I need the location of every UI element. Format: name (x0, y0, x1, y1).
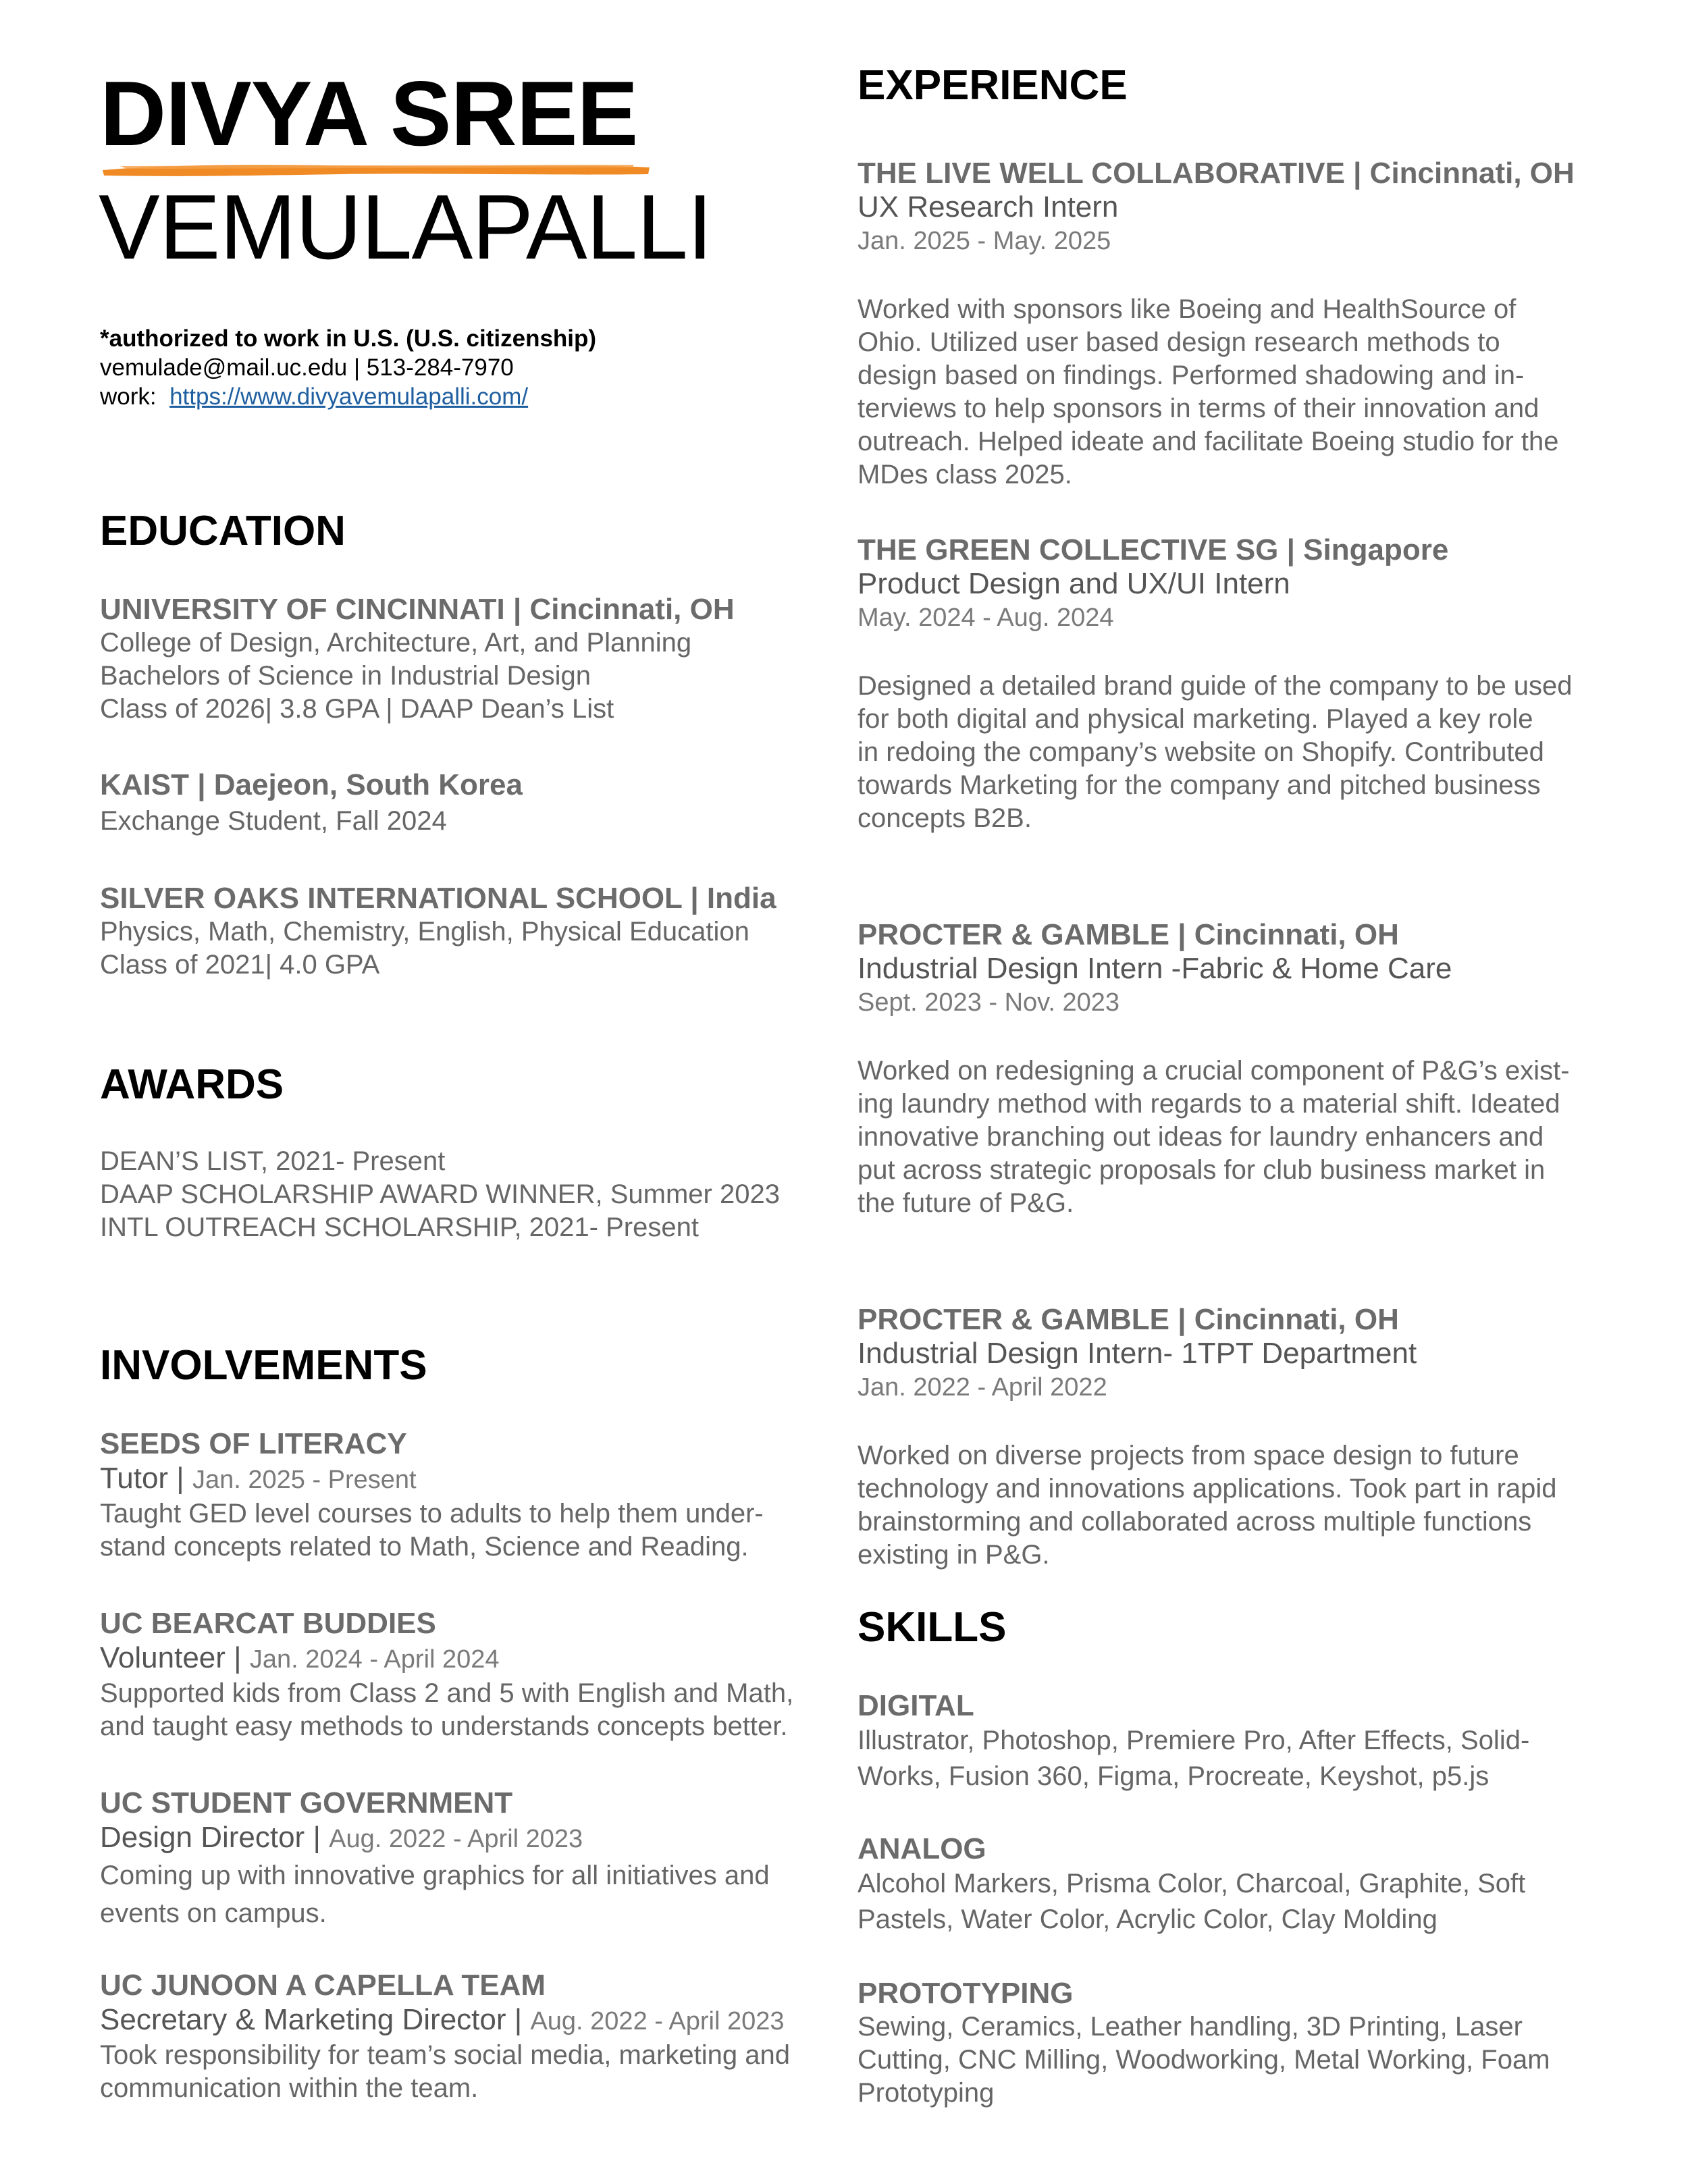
involvement-role: Design Director (100, 1821, 305, 1854)
skill-group (858, 1689, 1614, 1794)
email-phone: vemulade@mail.uc.edu | 513-284-7970 (100, 354, 514, 381)
skill-group-name: PROTOTYPING (858, 1977, 1074, 2010)
experience-org: THE LIVE WELL COLLABORATIVE | Cincinnati, OH (858, 157, 1575, 190)
award-item: DEAN’S LIST, 2021- Present (100, 1146, 446, 1176)
experience-line: Worked on redesigning a crucial component of P&G’s exist- (858, 1056, 1570, 1086)
experience-line: MDes class 2025. (858, 460, 1072, 489)
awards-heading: AWARDS (100, 1061, 284, 1108)
education-line: Physics, Math, Chemistry, English, Physical Education (100, 917, 749, 947)
experience-dates: Jan. 2022 - April 2022 (858, 1373, 1107, 1402)
skill-line: Cutting, CNC Milling, Woodworking, Metal Working, Foam (858, 2045, 1550, 2075)
experience-line: in redoing the company’s website on Shopify. Contributed (858, 737, 1544, 767)
involvement-line: communication within the team. (100, 2073, 479, 2103)
experience-line: Designed a detailed brand guide of the company to be used (858, 671, 1573, 701)
experience-line: the future of P&G. (858, 1188, 1074, 1218)
skill-group (858, 1977, 1614, 2110)
portfolio-link[interactable]: https://www.divyavemulapalli.com/ (169, 383, 529, 410)
experience-line: Worked with sponsors like Boeing and HealthSource of (858, 294, 1516, 324)
education-line: Bachelors of Science in Industrial Design (100, 661, 591, 691)
education-entry (100, 593, 829, 726)
involvement-dates: Jan. 2024 - April 2024 (249, 1645, 500, 1674)
involvement-dates: Aug. 2022 - April 2023 (329, 1825, 583, 1853)
experience-line: existing in P&G. (858, 1540, 1050, 1570)
awards-list (100, 1145, 829, 1244)
education-entry (100, 768, 829, 840)
experience-entry (858, 157, 1614, 491)
involvement-entry (100, 1969, 829, 2105)
skill-line: Alcohol Markers, Prisma Color, Charcoal, Graphite, Soft (858, 1869, 1526, 1898)
involvement-role-line (100, 2002, 829, 2039)
experience-line: design based on findings. Performed shadowing and in- (858, 361, 1525, 390)
experience-role: UX Research Intern (858, 190, 1119, 223)
involvement-line: Took responsibility for team’s social media, marketing and (100, 2040, 790, 2070)
education-heading: EDUCATION (100, 508, 346, 554)
skill-group-name: DIGITAL (858, 1689, 974, 1722)
award-item: DAAP SCHOLARSHIP AWARD WINNER, Summer 2023 (100, 1179, 780, 1209)
experience-dates: May. 2024 - Aug. 2024 (858, 604, 1114, 632)
education-line: Class of 2026| 3.8 GPA | DAAP Dean’s List (100, 694, 614, 724)
involvement-line: stand concepts related to Math, Science and Reading. (100, 1532, 749, 1562)
education-entry (100, 882, 829, 982)
involvement-role-line (100, 1820, 829, 1857)
experience-line: outreach. Helped ideate and facilitate Boeing studio for the (858, 427, 1559, 456)
separator: | (514, 2003, 523, 2036)
skill-line: Works, Fusion 360, Figma, Procreate, Keyshot, p5.js (858, 1761, 1489, 1791)
involvement-role-line (100, 1461, 829, 1497)
experience-entry (858, 918, 1614, 1220)
involvement-org: UC JUNOON A CAPELLA TEAM (100, 1969, 546, 2002)
experience-org: PROCTER & GAMBLE | Cincinnati, OH (858, 918, 1399, 951)
involvement-org: UC STUDENT GOVERNMENT (100, 1786, 513, 1819)
last-name: VEMULAPALLI (99, 176, 712, 278)
involvement-role: Volunteer (100, 1641, 226, 1674)
experience-line: for both digital and physical marketing. Played a key role (858, 704, 1533, 734)
skill-group (858, 1832, 1614, 1938)
award-item: INTL OUTREACH SCHOLARSHIP, 2021- Present (100, 1213, 699, 1242)
experience-line: terviews to help sponsors in terms of their innovation and (858, 394, 1539, 423)
contact-block (100, 324, 596, 411)
experience-org: PROCTER & GAMBLE | Cincinnati, OH (858, 1303, 1399, 1336)
work-label: work: (100, 383, 157, 410)
experience-line: concepts B2B. (858, 803, 1032, 833)
experience-line: ing laundry method with regards to a material shift. Ideated (858, 1089, 1560, 1119)
experience-line: innovative branching out ideas for laundry enhancers and (858, 1122, 1544, 1152)
experience-line: put across strategic proposals for club business market in (858, 1155, 1546, 1185)
involvement-line: events on campus. (100, 1898, 327, 1928)
experience-entry (858, 1303, 1614, 1572)
skill-line: Sewing, Ceramics, Leather handling, 3D Printing, Laser (858, 2012, 1523, 2042)
first-name: DIVYA SREE (100, 62, 638, 165)
involvement-entry (100, 1786, 829, 1932)
skill-group-name: ANALOG (858, 1832, 986, 1865)
involvement-org: SEEDS OF LITERACY (100, 1427, 407, 1460)
education-org: UNIVERSITY OF CINCINNATI | Cincinnati, OH (100, 593, 735, 626)
involvement-line: Supported kids from Class 2 and 5 with English and Math, (100, 1678, 794, 1708)
experience-line: Worked on diverse projects from space design to future (858, 1441, 1519, 1470)
experience-role: Industrial Design Intern -Fabric & Home Care (858, 952, 1452, 985)
experience-role: Industrial Design Intern- 1TPT Department (858, 1337, 1417, 1370)
involvement-org: UC BEARCAT BUDDIES (100, 1607, 436, 1640)
experience-line: Ohio. Utilized user based design research methods to (858, 327, 1500, 357)
involvement-line: Taught GED level courses to adults to help them under- (100, 1499, 764, 1528)
involvement-role: Tutor (100, 1462, 169, 1495)
experience-heading: EXPERIENCE (858, 62, 1128, 109)
involvement-role-line (100, 1641, 829, 1677)
experience-entry (858, 533, 1614, 835)
education-line: Exchange Student, Fall 2024 (100, 806, 447, 836)
skill-line: Pastels, Water Color, Acrylic Color, Clay Molding (858, 1905, 1438, 1934)
education-line: Class of 2021| 4.0 GPA (100, 950, 380, 980)
experience-dates: Sept. 2023 - Nov. 2023 (858, 988, 1119, 1017)
experience-org: THE GREEN COLLECTIVE SG | Singapore (858, 533, 1449, 566)
skill-line: Prototyping (858, 2078, 995, 2108)
skill-line: Illustrator, Photoshop, Premiere Pro, After Effects, Solid- (858, 1726, 1530, 1755)
involvement-role: Secretary & Marketing Director (100, 2003, 506, 2036)
involvement-line: Coming up with innovative graphics for all initiatives and (100, 1861, 770, 1890)
involvements-heading: INVOLVEMENTS (100, 1342, 427, 1389)
separator: | (313, 1821, 321, 1854)
involvement-dates: Jan. 2025 - Present (192, 1466, 417, 1494)
involvement-entry (100, 1607, 829, 1743)
experience-role: Product Design and UX/UI Intern (858, 567, 1290, 600)
separator: | (234, 1641, 242, 1674)
education-line: College of Design, Architecture, Art, and Planning (100, 628, 692, 658)
website-line (100, 382, 596, 411)
education-org: KAIST | Daejeon, South Korea (100, 768, 523, 801)
experience-line: towards Marketing for the company and pitched business (858, 770, 1541, 800)
experience-line: technology and innovations applications. Took part in rapid (858, 1474, 1557, 1503)
involvement-entry (100, 1427, 829, 1564)
skills-heading: SKILLS (858, 1604, 1007, 1651)
experience-dates: Jan. 2025 - May. 2025 (858, 227, 1111, 255)
education-org: SILVER OAKS INTERNATIONAL SCHOOL | India (100, 882, 776, 915)
experience-line: brainstorming and collaborated across multiple functions (858, 1507, 1532, 1537)
involvement-dates: Aug. 2022 - April 2023 (530, 2007, 785, 2035)
separator: | (176, 1462, 184, 1495)
involvement-line: and taught easy methods to understands concepts better. (100, 1711, 788, 1741)
work-authorization: *authorized to work in U.S. (U.S. citizenship) (100, 325, 597, 352)
